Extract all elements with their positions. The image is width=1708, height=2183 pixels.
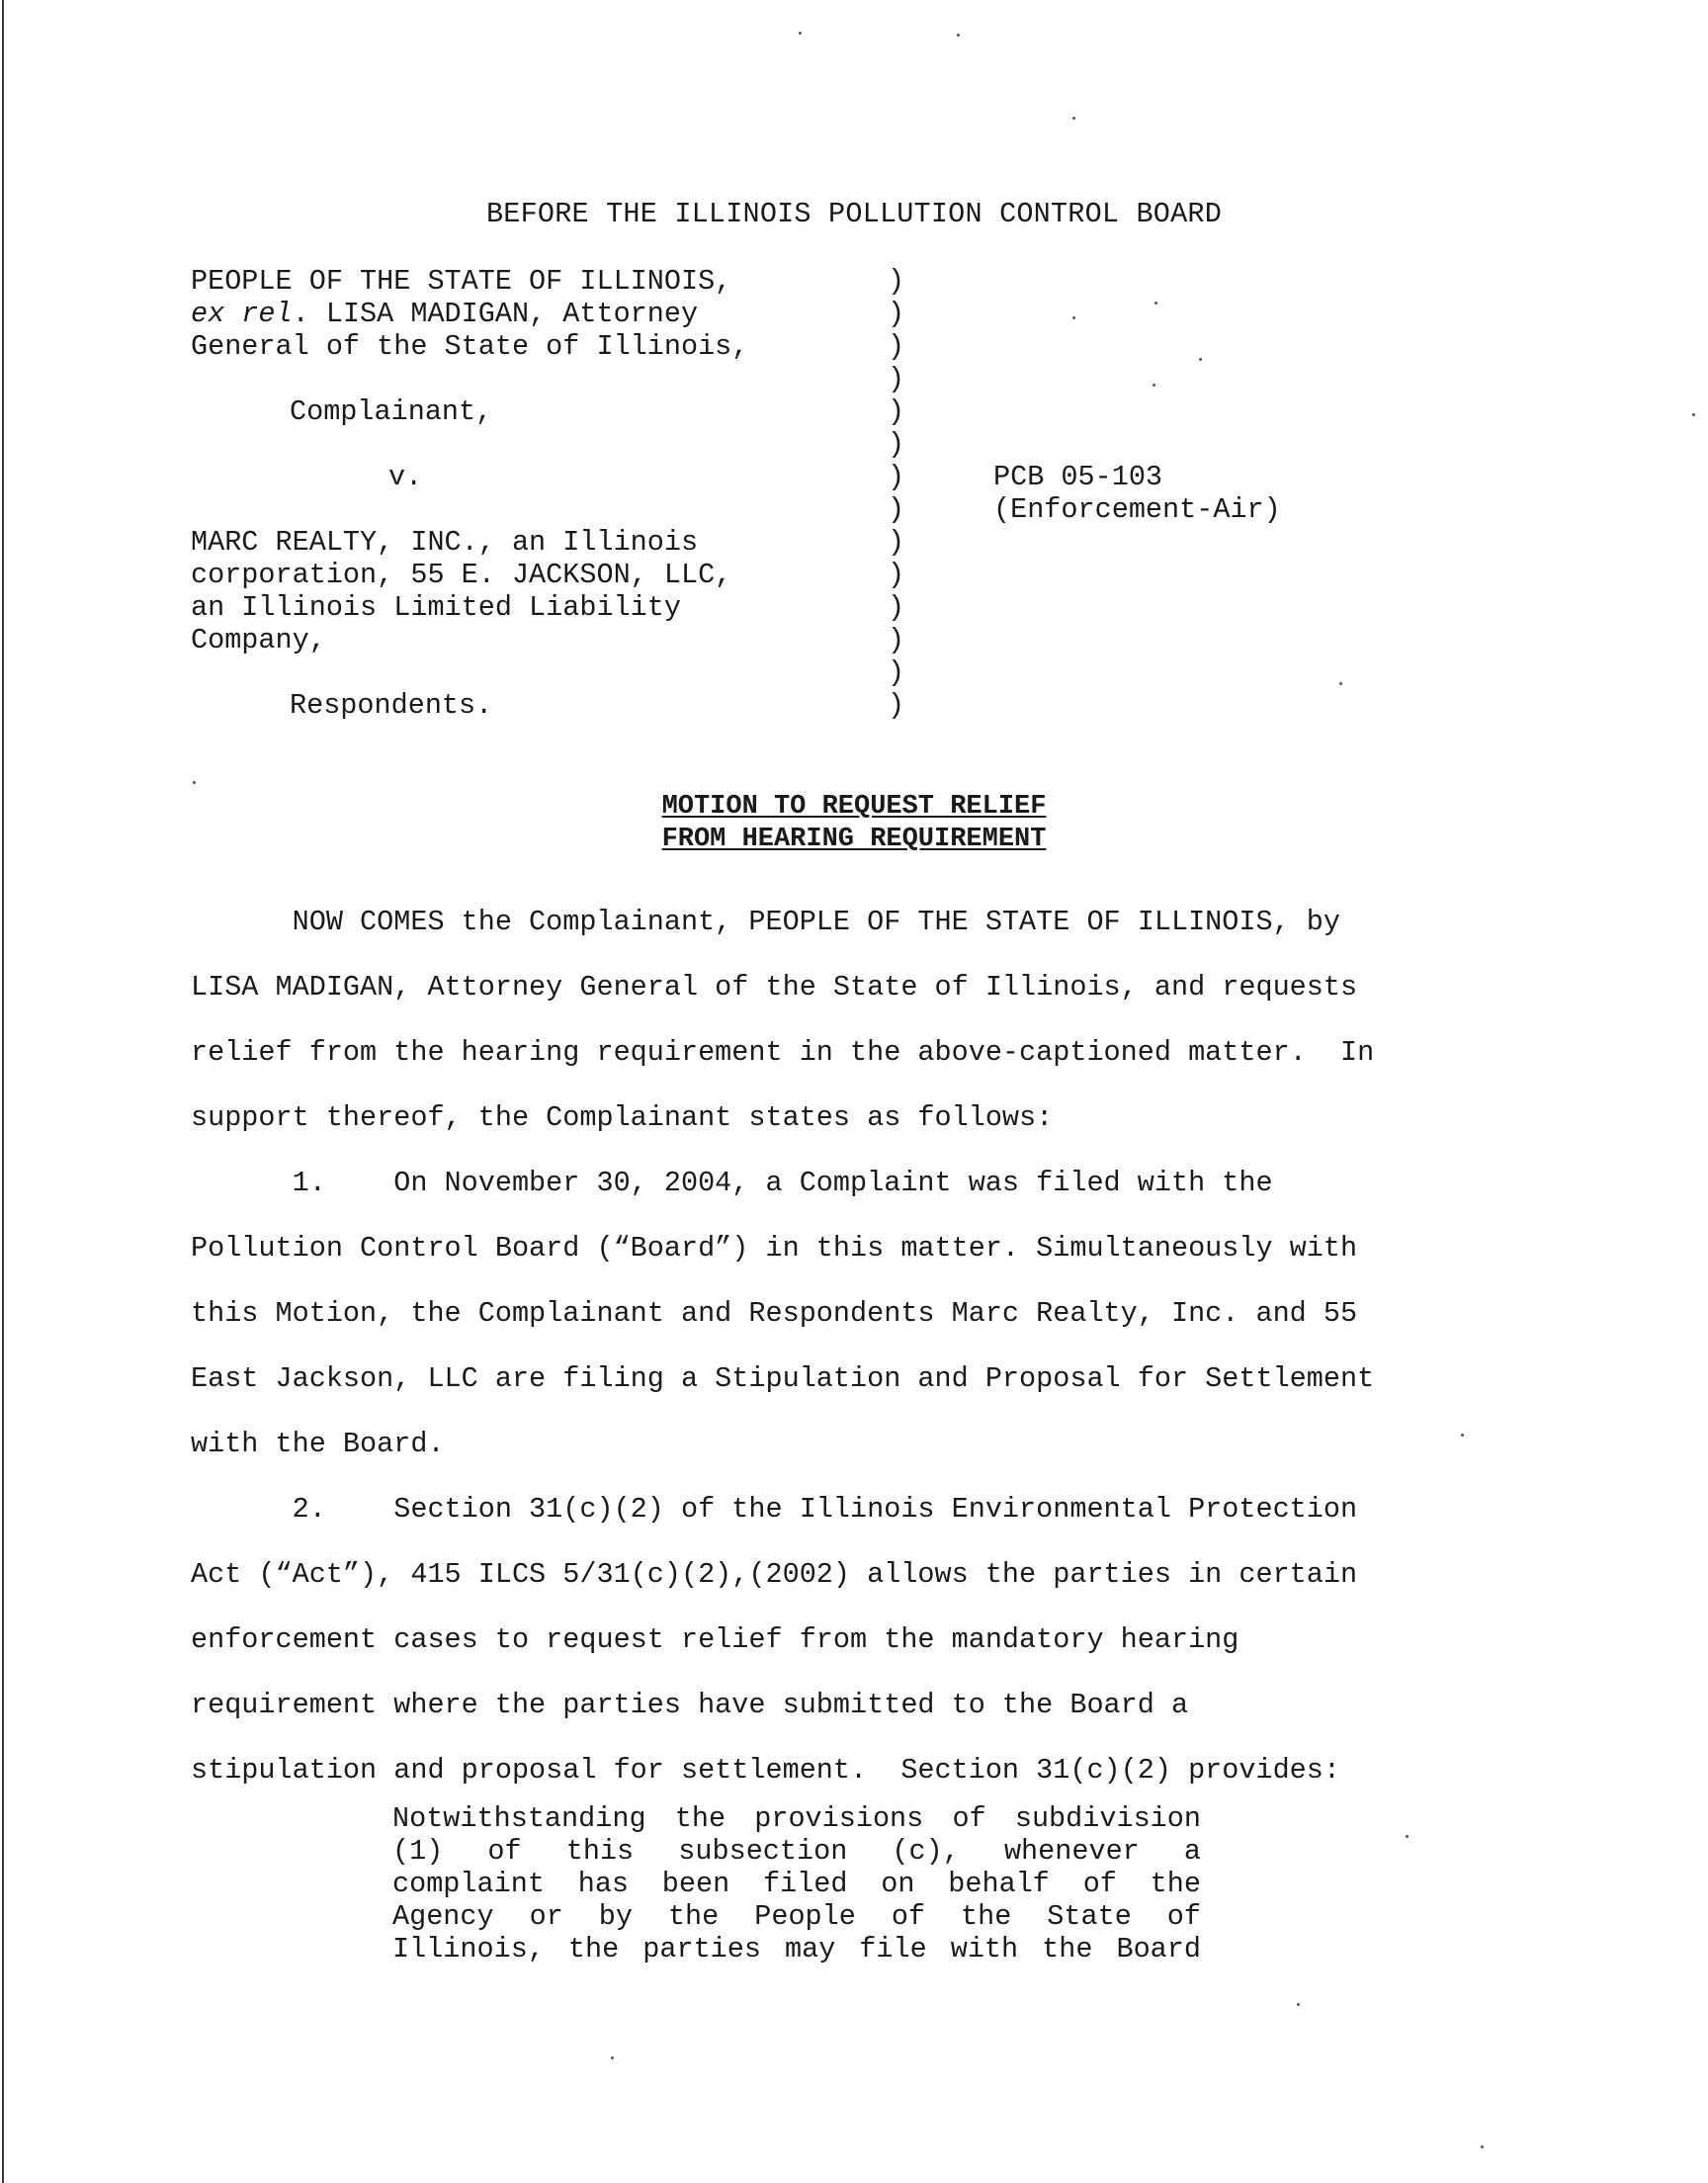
motion-title-line-1: MOTION TO REQUEST RELIEF bbox=[661, 792, 1047, 822]
respondent-role: Respondents. bbox=[290, 689, 493, 722]
case-info bbox=[993, 461, 1281, 526]
scan-speck bbox=[1339, 682, 1342, 685]
quote-line: Illinois, the parties may file with the Board bbox=[392, 1933, 1201, 1965]
ex-rel-italic: ex rel bbox=[191, 298, 293, 330]
complainant-line-1: PEOPLE OF THE STATE OF ILLINOIS, bbox=[191, 265, 732, 298]
scan-speck bbox=[799, 32, 802, 35]
caption-paren-column bbox=[888, 265, 907, 722]
paren: ) bbox=[888, 493, 905, 526]
paren: ) bbox=[888, 363, 905, 395]
body-line: support thereof, the Complainant states as follows: bbox=[191, 1101, 1054, 1134]
paren: ) bbox=[888, 330, 905, 363]
motion-body bbox=[191, 890, 1495, 1803]
scan-speck bbox=[1199, 358, 1202, 361]
versus-label: v. bbox=[388, 461, 423, 493]
body-line: East Jackson, LLC are filing a Stipulation and Proposal for Settlement bbox=[191, 1362, 1375, 1395]
paren: ) bbox=[888, 395, 905, 428]
paren: ) bbox=[888, 559, 905, 591]
paren: ) bbox=[888, 526, 905, 559]
paren: ) bbox=[888, 624, 905, 656]
scan-speck bbox=[1461, 1434, 1464, 1437]
scan-speck bbox=[957, 34, 960, 37]
body-line: 1. On November 30, 2004, a Complaint was filed with the bbox=[191, 1167, 1273, 1199]
case-type: (Enforcement-Air) bbox=[993, 493, 1281, 526]
respondent-line-2: corporation, 55 E. JACKSON, LLC, bbox=[191, 559, 732, 591]
motion-title bbox=[0, 791, 1708, 856]
body-line: this Motion, the Complainant and Respondents Marc Realty, Inc. and 55 bbox=[191, 1297, 1358, 1330]
scan-speck bbox=[611, 2056, 614, 2059]
quote-line: Agency or by the People of the State of bbox=[392, 1900, 1201, 1933]
case-number: PCB 05-103 bbox=[993, 461, 1163, 493]
quote-line: (1) of this subsection (c), whenever a bbox=[392, 1835, 1201, 1868]
respondent-line-1: MARC REALTY, INC., an Illinois bbox=[191, 526, 699, 559]
complainant-role: Complainant, bbox=[290, 395, 493, 428]
paren: ) bbox=[888, 591, 905, 624]
body-line: enforcement cases to request relief from the mandatory hearing bbox=[191, 1623, 1239, 1656]
scan-speck bbox=[1154, 302, 1157, 305]
body-line: NOW COMES the Complainant, PEOPLE OF THE STATE OF ILLINOIS, by bbox=[191, 906, 1340, 938]
scan-speck bbox=[1406, 1835, 1409, 1838]
quote-line: complaint has been filed on behalf of the bbox=[392, 1868, 1201, 1900]
body-line: 2. Section 31(c)(2) of the Illinois Environmental Protection bbox=[191, 1493, 1358, 1526]
body-line: requirement where the parties have submitted to the Board a bbox=[191, 1689, 1189, 1721]
respondent-line-4: Company, bbox=[191, 624, 326, 656]
paren: ) bbox=[888, 265, 905, 298]
scan-speck bbox=[1297, 2003, 1300, 2006]
paren: ) bbox=[888, 656, 905, 689]
body-line: relief from the hearing requirement in the above-captioned matter. In bbox=[191, 1036, 1375, 1069]
paren: ) bbox=[888, 461, 905, 493]
body-line: LISA MADIGAN, Attorney General of the State of Illinois, and requests bbox=[191, 971, 1358, 1004]
scan-edge-line bbox=[2, 0, 4, 2183]
body-line: Pollution Control Board (“Board”) in this matter. Simultaneously with bbox=[191, 1232, 1358, 1265]
paren: ) bbox=[888, 298, 905, 330]
quote-line: Notwithstanding the provisions of subdivision bbox=[392, 1802, 1201, 1835]
scan-speck bbox=[1072, 316, 1075, 319]
board-title: BEFORE THE ILLINOIS POLLUTION CONTROL BOARD bbox=[485, 198, 1223, 230]
body-line: with the Board. bbox=[191, 1428, 445, 1460]
paren: ) bbox=[888, 428, 905, 461]
scan-speck bbox=[1072, 117, 1075, 120]
scan-speck bbox=[1153, 384, 1155, 387]
complainant-line-3: General of the State of Illinois, bbox=[191, 330, 749, 363]
respondent-line-3: an Illinois Limited Liability bbox=[191, 591, 681, 624]
body-line: stipulation and proposal for settlement. Section 31(c)(2) provides: bbox=[191, 1754, 1340, 1787]
body-line: Act (“Act”), 415 ILCS 5/31(c)(2),(2002) allows the parties in certain bbox=[191, 1558, 1358, 1591]
complainant-line-2: ex rel. LISA MADIGAN, Attorney bbox=[191, 298, 699, 330]
scan-speck bbox=[1481, 2145, 1484, 2148]
caption-parties bbox=[191, 265, 883, 722]
paren: ) bbox=[888, 689, 905, 722]
motion-title-line-2: FROM HEARING REQUIREMENT bbox=[661, 825, 1047, 854]
statute-quote bbox=[392, 1802, 1201, 1965]
scan-speck bbox=[193, 781, 196, 784]
scan-speck bbox=[1692, 413, 1695, 416]
